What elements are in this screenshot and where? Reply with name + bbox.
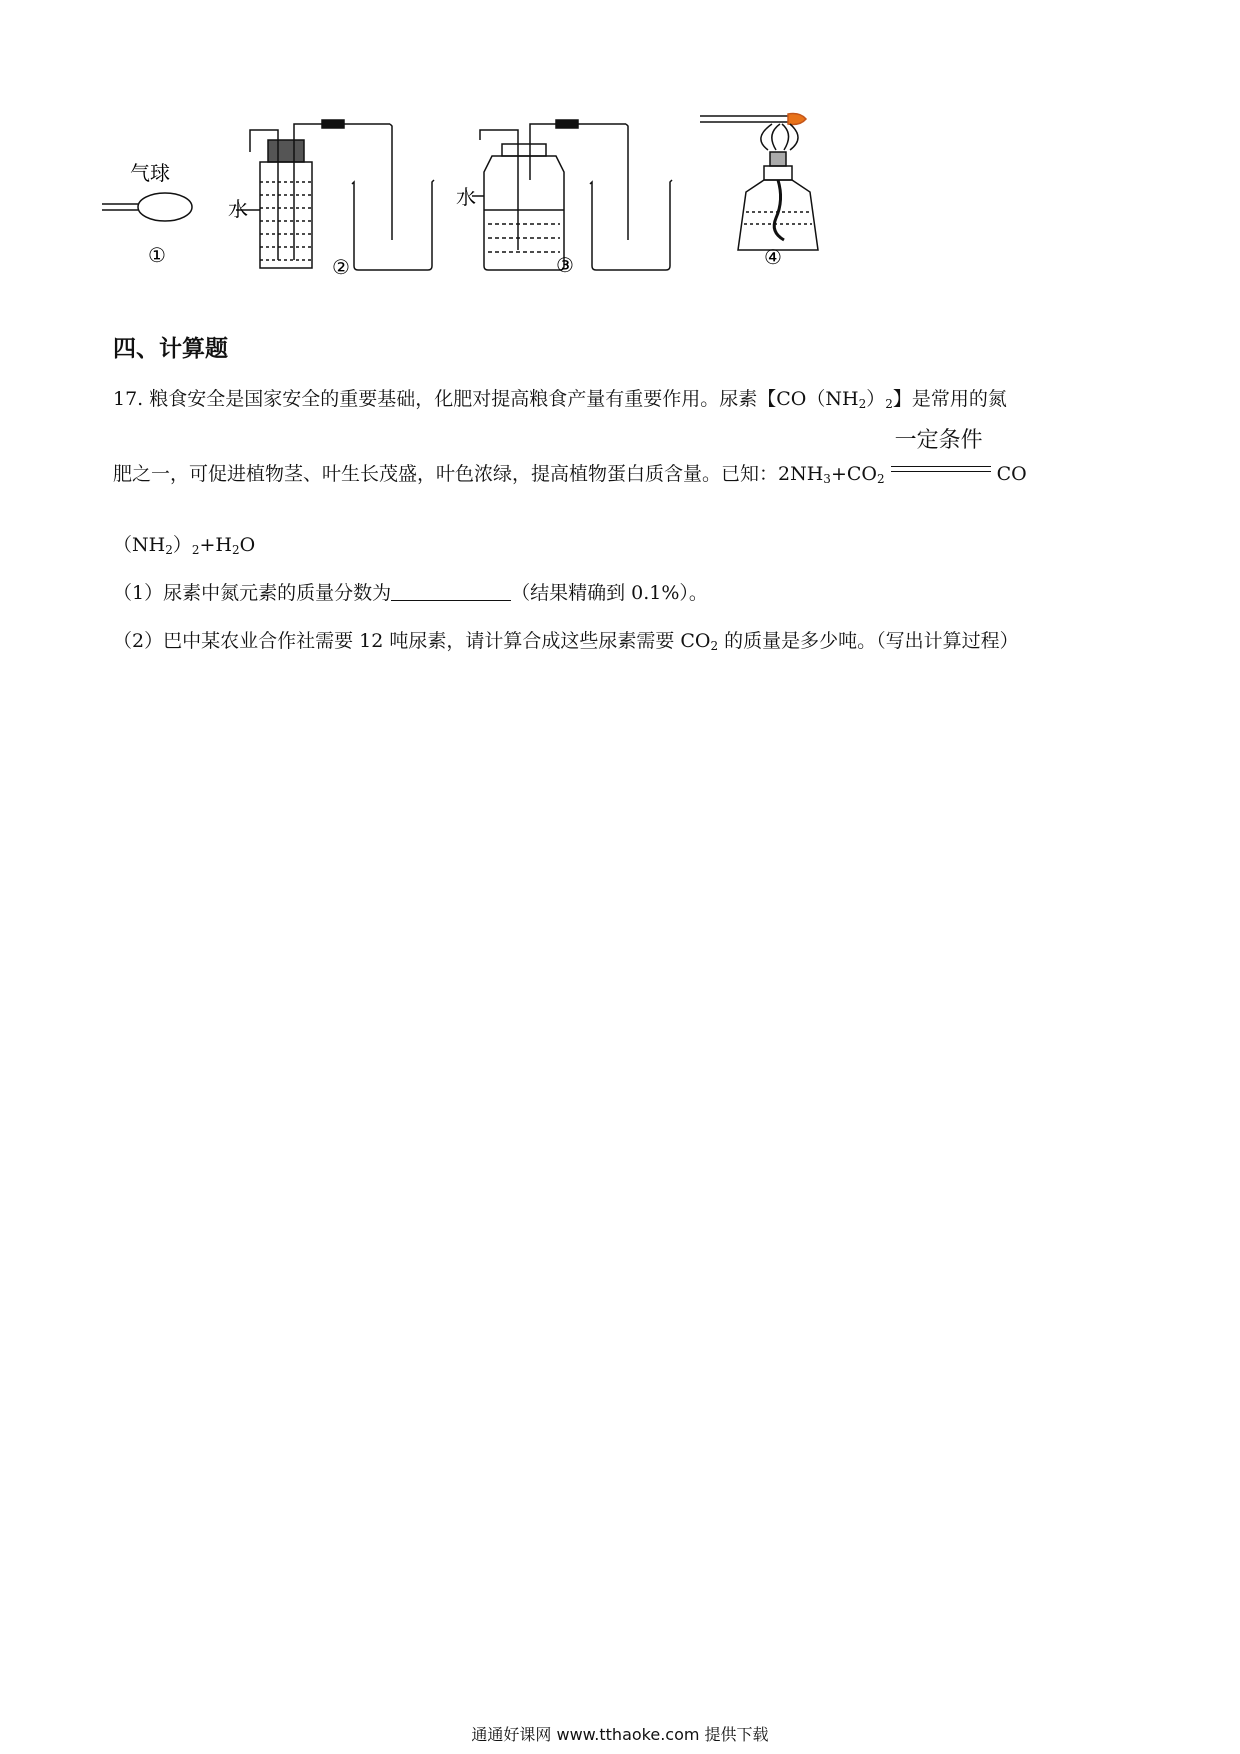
water-label-3: 水 (456, 185, 476, 209)
answer-blank[interactable] (391, 582, 511, 601)
water-label-2: 水 (228, 197, 248, 221)
caption-4: ④ (764, 245, 782, 269)
caption-1: ① (148, 243, 166, 267)
question-17-sub2: （2）巴中某农业合作社需要 12 吨尿素，请计算合成这些尿素需要 $CO_2$ 的质量是多少吨。（写出计算过程） (113, 630, 1019, 653)
section-heading: 四、计算题 (113, 336, 228, 362)
reaction-condition: 一定条件 (891, 458, 991, 482)
washing-bottle-2 (236, 120, 434, 270)
question-17-line1: 17. 粮食安全是国家安全的重要基础，化肥对提高粮食产量有重要作用。尿素【$CO(NH_2)_2$】是常用的氮 (113, 388, 1007, 411)
page-footer: 通通好课网 www.tthaoke.com 提供下载 (471, 1725, 769, 1744)
caption-3: ③ (556, 253, 574, 277)
question-17-line3: $(NH_2)_2+H_2O$ (113, 534, 256, 557)
caption-2: ② (332, 255, 350, 279)
balloon-label: 气球 (130, 161, 170, 185)
apparatus-diagram (100, 100, 960, 310)
apparatus-figure (100, 100, 960, 310)
alcohol-lamp (700, 114, 818, 250)
question-17-sub1: （1）尿素中氮元素的质量分数为 （结果精确到 0.1%）。 (113, 582, 708, 604)
question-17-line2: 肥之一，可促进植物茎、叶生长茂盛，叶色浓绿，提高植物蛋白质含量。已知：$2NH_3+CO_2$ 一定条件 CO (113, 428, 1027, 486)
washing-bottle-3 (472, 120, 672, 270)
balloon-apparatus (102, 193, 192, 221)
